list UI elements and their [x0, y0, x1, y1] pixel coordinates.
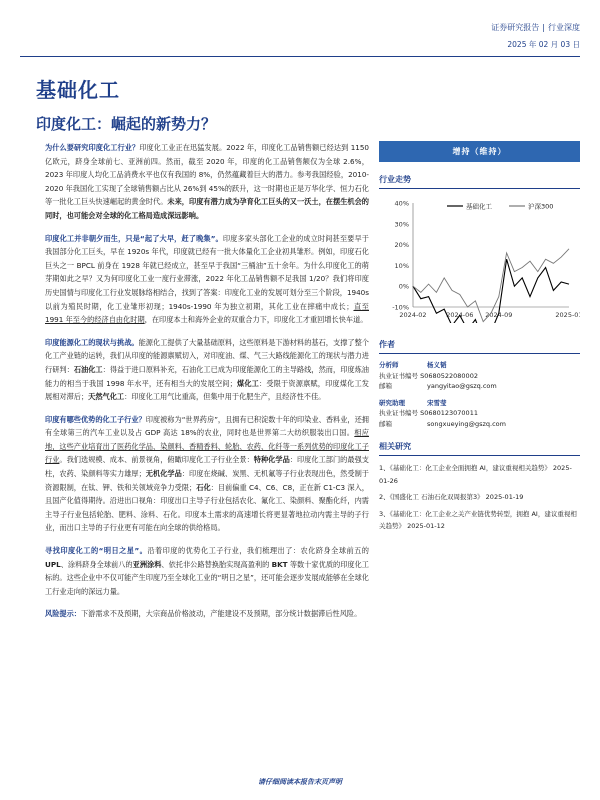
trend-chart-svg — [379, 193, 580, 323]
section-text: 等数十家优质的印度化工标的。这些企业中不仅可能产生印度乃至全球化工业的“明日之星”，还可能会逐步发展成能够在全球化工行业走向的深远力量。 — [45, 559, 369, 596]
analysts-heading: 作者 — [379, 339, 580, 354]
summary-body — [45, 141, 369, 630]
section-history — [45, 232, 369, 327]
report-title: 印度化工：崛起的新势力？ — [36, 115, 217, 133]
analyst-block — [379, 398, 580, 430]
section-text: 印度多家头部化工企业的成立时间甚至要早于我国部分化工巨头，早在 1920s 年代，印度就已经有一批大体量化工企业初具雏形。例如，印度石化巨头之一 BPCL 前身在 1928 年就已经成立，甚至早于我国“三桶油”五十余年。为什么印度化工的萌芽期如此之早？又为何印度化工业一度行业滞涨，2022 年化工品销售额不足我国 1/20？我们将印度历史国情与印度化工行业发展脉络相结合，找到了答案：印度化工业的发展可划分至三个阶段，1940s 以前为殖民时期，化工业雏形初现；1940s-1990 年为独立初期，其化工业在摔痛中成长； — [45, 233, 369, 311]
section-underline: 直至 1991 年至今的经济自由化时期 — [45, 301, 369, 325]
section-emphasis: UPL — [45, 559, 61, 569]
section-emphasis: 石油化工 — [73, 364, 103, 374]
y-tick-label: 20% — [394, 241, 409, 250]
y-tick-label: 10% — [394, 261, 409, 270]
section-text: ：印度化工部门的最强支柱，农药、染颜料等实力雄厚； — [45, 455, 369, 479]
related-date: 2025-01-26 — [379, 464, 572, 485]
section-emphasis: BKT — [271, 559, 288, 569]
legend-label: 基础化工 — [466, 202, 492, 211]
section-emphasis: 亚洲涂料 — [132, 559, 162, 569]
cert-number: S0680123070011 — [420, 409, 478, 417]
analyst-name: 宋雪莹 — [427, 398, 447, 407]
legend-label: 沪深300 — [528, 202, 554, 211]
y-tick-label: 0% — [398, 282, 409, 291]
section-text: 、依托非公路替换胎实现高盈利的 — [161, 559, 272, 569]
y-tick-label: -10% — [392, 303, 409, 312]
section-heading: 风险提示： — [45, 609, 81, 619]
rating-badge: 增持（维持） — [379, 141, 580, 162]
section-heading: 印度有哪些优势的化工子行业？ — [45, 414, 146, 424]
section-text: 。我们选规模、成本、前景视角，俯瞰印度化工子行业全景： — [59, 455, 254, 465]
related-date: 2025-01-12 — [407, 522, 445, 530]
analyst-email[interactable]: yangyitao@gszq.com — [427, 382, 497, 390]
analyst-email[interactable]: songxueying@gszq.com — [427, 419, 506, 428]
x-tick-label: 2025-01 — [555, 311, 580, 319]
analyst-name: 杨义韬 — [427, 361, 447, 369]
header-separator: | — [542, 23, 545, 32]
footer-disclaimer: 请仔细阅读本报告末页声明 — [258, 778, 342, 786]
analyst-role: 分析师 — [379, 361, 399, 369]
related-item[interactable] — [379, 462, 580, 487]
section-why — [45, 141, 369, 223]
x-tick-label: 2024-06 — [446, 311, 474, 319]
sector-name: 基础化工 — [36, 78, 120, 102]
section-text: ：印度在烧碱、炭黑、无机氟等子行业表现出色，然受制于资源限制，在钛、钾、铁和关领域竞争力受限； — [45, 469, 369, 492]
section-energy — [45, 336, 369, 404]
cert-number: S0680522080002 — [420, 371, 478, 380]
email-label: 邮箱 — [379, 419, 392, 428]
report-type: 行业深度 — [548, 23, 580, 32]
section-heading: 寻找印度化工的“明日之星”。 — [45, 546, 148, 556]
related-list — [379, 462, 580, 533]
y-tick-label: 30% — [394, 220, 409, 229]
cert-label: 执业证书编号 — [379, 409, 418, 417]
section-text: 下游需求不及预期，大宗商品价格波动，产能建设不及预期，部分统计数据滞后性风险。 — [80, 609, 362, 619]
related-title[interactable]: 2、《国盛化工 石油石化双周报第3》 — [379, 493, 484, 501]
section-heading: 为什么要研究印度化工行业？ — [45, 143, 140, 152]
section-text: ：受限于资源禀赋，印度煤化工发展相对滞后； — [45, 378, 369, 402]
x-tick-label: 2024-02 — [399, 311, 427, 319]
sidebar — [379, 141, 580, 537]
section-subsectors — [45, 413, 369, 535]
section-text: 能源化工提供了大量基础原料，这些原料是下游材料的基石，支撑了整个化工产业链的运转，我们从印度的能源禀赋切入，对印度油、煤、气三大路线能源化工的现状与潜力进行研判： — [45, 337, 369, 374]
related-title[interactable]: 1、《基础化工：化工企业全面拥抱 AI，建议重视相关趋势》 — [379, 464, 551, 472]
section-risk — [45, 607, 369, 621]
trend-chart — [379, 193, 580, 327]
section-heading: 印度能源化工的现状与挑战。 — [45, 337, 139, 347]
cert-label: 执业证书编号 — [379, 371, 418, 380]
analyst-block — [379, 360, 580, 392]
section-emphasis: 石化 — [196, 482, 211, 492]
analyst-role: 研究助理 — [379, 398, 405, 407]
section-emphasis: 天然气化工 — [88, 392, 125, 402]
x-tick-label: 2024-09 — [485, 311, 513, 319]
section-text: ，在印度本土和海外企业的双重合力下，印度化工才重回增长快车道。 — [144, 315, 368, 325]
section-text: ：目前偏重 C4、C6、C8，正在新 C1-C3 深入，且国产化值得期待。沿进出口视角：印度出口主导子行业包括农化、氟化工、染颜料、聚酯化纤，内需主导子行业包括轮胎、肥料、涂料、石化。印度本土需求的高速增长将更显著地拉动内需主导的子行业，而出口主导的子行业更有可能在向全球的供给格局。 — [45, 482, 369, 533]
email-label: 邮箱 — [379, 382, 392, 390]
y-tick-label: 40% — [394, 199, 409, 208]
trend-heading: 行业走势 — [379, 174, 580, 189]
section-text: 印度化工业正在迅猛发展。2022 年，印度化工品销售额已经达到 1150 亿欧元，跻身全球前七、亚洲前四。然而，截至 2020 年，印度的化工品销售额仅为全球 2.6%，2023 年印度人均化工品消费水平也仅有我国的 8%，仍然蕴藏着巨大的潜力。参考我国经验，2010-2020 年我国化工实现了全球销售额占比从 26%到 45%的跃升，这一时期也正是万华化学、恒力石化等一批化工巨头快速崛起的黄金时代。 — [45, 143, 369, 207]
section-stars — [45, 544, 369, 598]
section-heading: 印度化工并非朝夕而生，只是“起了大早，赶了晚集”。 — [45, 233, 223, 243]
header-tags — [491, 22, 580, 33]
section-underline: 相应地，这些产业培育出了医药化学品、染颜料、香精香料、轮胎、农药、化纤等一系列优势的印度化工子行业 — [45, 428, 369, 465]
report-date: 2025 年 02 月 03 日 — [507, 40, 580, 49]
section-text: 沿着印度的优势化工子行业，我们梳理出了：农化跻身全球前五的 — [147, 546, 369, 556]
section-text: 印度被称为“世界药房”，且拥有已积淀数十年的印染业、香料业，还拥有全球第三的汽车工业以及占 GDP 高达 18%的农业，同时也是世界第二大纺织服装出口国。 — [45, 414, 369, 438]
related-item[interactable] — [379, 491, 580, 504]
section-text: ：印度化工用气比重高，但集中用于化肥生产，且经济性不佳。 — [124, 392, 326, 402]
related-heading: 相关研究 — [379, 441, 580, 456]
section-emphasis: 无机化学品 — [145, 469, 182, 479]
section-emphasis: 未来，印度有潜力成为孕育化工巨头的又一沃土，在摆生机会的同时，也可能会对全球的化工格局造成深远影响。 — [45, 197, 369, 220]
related-item[interactable] — [379, 508, 580, 533]
section-text: ：得益于进口原料补充，石油化工已成为印度能源化工的主导路线，然而，印度炼油能力的相当于我国 1998 年水平，还有相当大的发展空间； — [45, 364, 369, 388]
related-title[interactable]: 3、《基础化工：化工企业之关产业链优势转型，拥抱 AI，建议重视相关趋势》 — [379, 509, 577, 530]
section-emphasis: 煤化工 — [236, 378, 260, 388]
section-emphasis: 特种化学品 — [253, 455, 290, 465]
report-category: 证券研究报告 — [491, 23, 540, 32]
header-divider — [20, 56, 580, 57]
related-date: 2025-01-19 — [485, 493, 524, 501]
section-text: 、涂料跻身全球前八的 — [60, 559, 133, 569]
